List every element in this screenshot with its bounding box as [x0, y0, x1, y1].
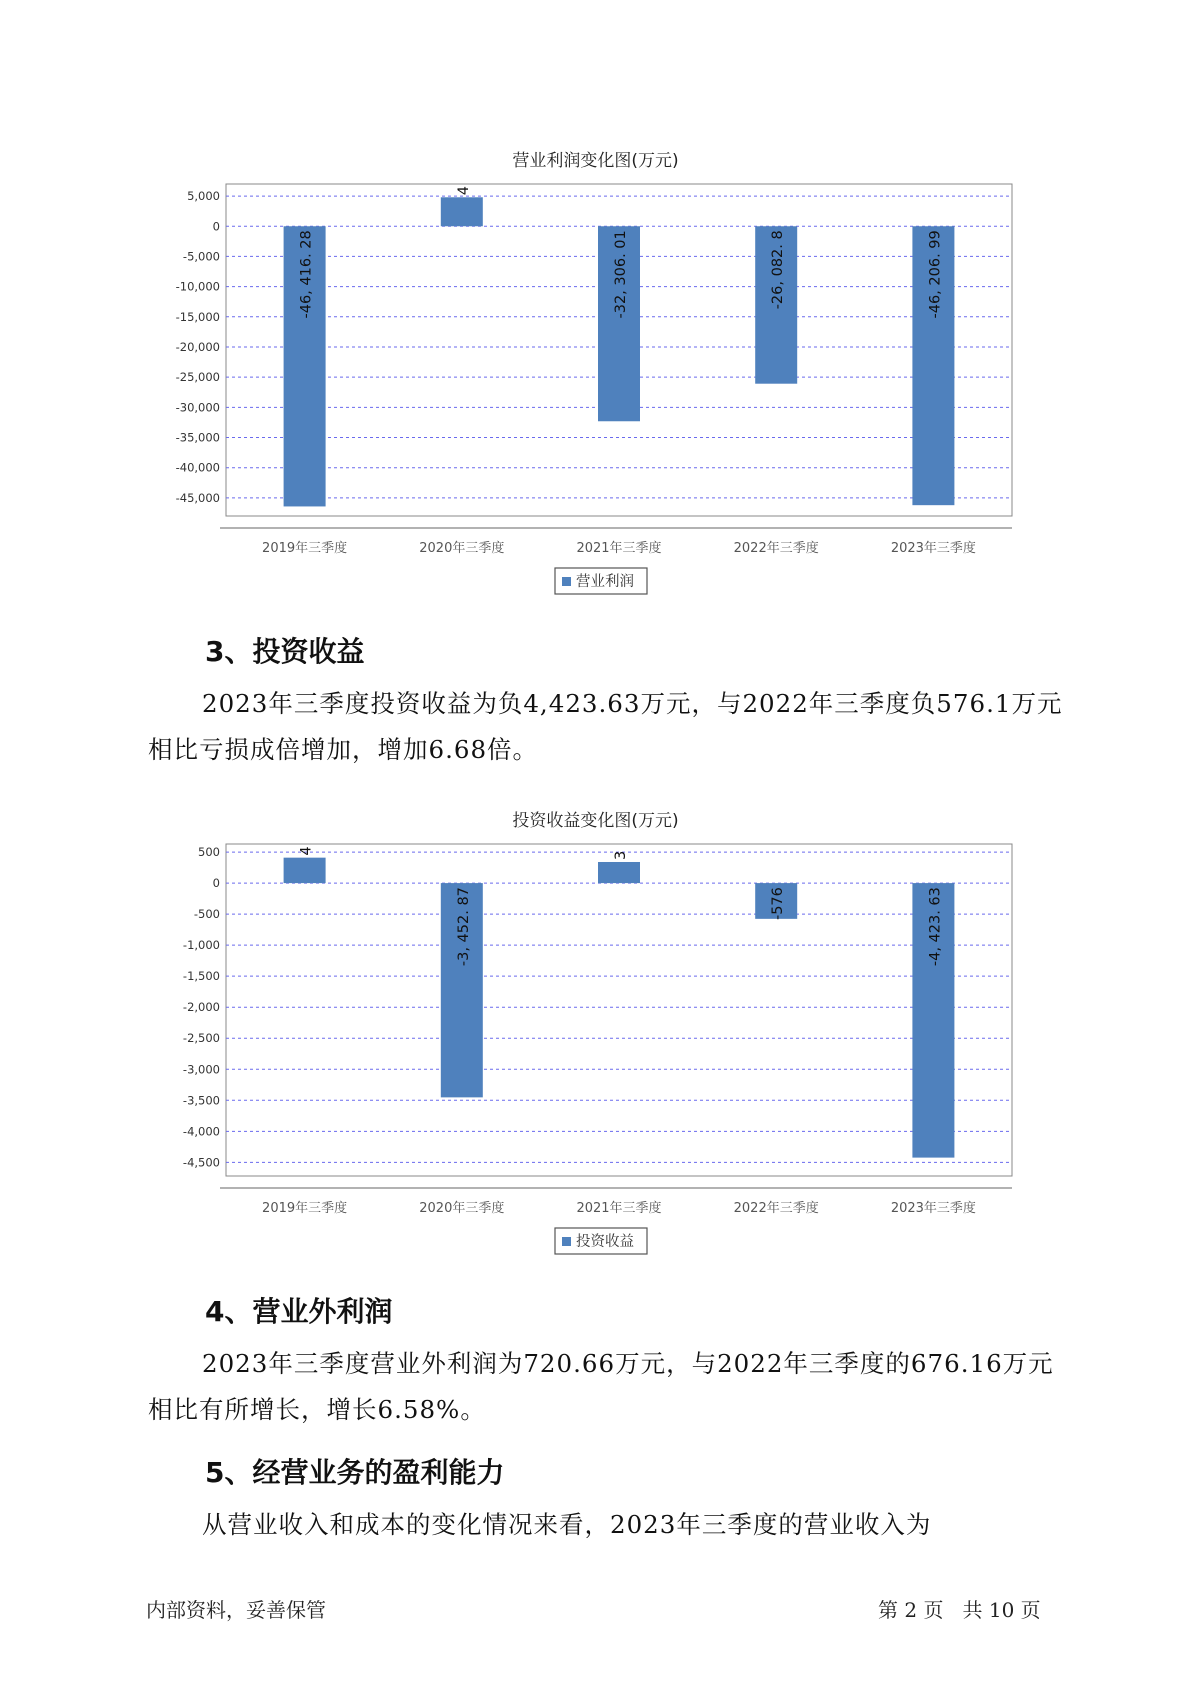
x-tick-label: 2022年三季度: [733, 1201, 819, 1216]
y-tick-label: -40,000: [175, 460, 220, 475]
section-4-heading: 4、营业外利润: [205, 1295, 393, 1328]
x-tick-label: 2021年三季度: [576, 1201, 662, 1216]
y-tick-label: -1,000: [182, 938, 220, 953]
investment-income-chart: [0, 820, 1191, 1260]
bar-value-label: -32, 306. 01: [613, 230, 629, 319]
legend-swatch: [562, 577, 571, 586]
y-tick-label: 0: [212, 219, 220, 234]
y-tick-label: -25,000: [175, 370, 220, 385]
section-3-heading: 3、投资收益: [205, 635, 365, 668]
legend-swatch: [562, 1237, 571, 1246]
y-tick-label: -4,000: [182, 1124, 220, 1139]
chart-2-title: 投资收益变化图(万元): [512, 811, 679, 831]
bar-value-label: 3: [613, 850, 629, 860]
chart-1-title: 营业利润变化图(万元): [512, 151, 679, 171]
bar-value-label: 4: [298, 846, 315, 856]
plot-area: [226, 844, 1012, 1176]
y-tick-label: -10,000: [175, 279, 220, 294]
bar-value-label: -3, 452. 87: [455, 887, 472, 967]
y-tick-label: -2,000: [182, 1000, 220, 1015]
bar-value-label: -576: [770, 887, 787, 921]
footer-page-number: 第 2 页 共 10 页: [878, 1598, 1041, 1622]
bar: [441, 197, 483, 226]
bar-value-label: -4, 423. 63: [927, 887, 944, 967]
bar: [598, 862, 640, 883]
x-tick-label: 2023年三季度: [890, 1201, 976, 1216]
y-tick-label: -1,500: [182, 969, 220, 984]
y-tick-label: -30,000: [175, 400, 220, 415]
section-3-paragraph: 2023年三季度投资收益为负4,423.63万元，与2022年三季度负576.1万元相比亏损成倍增加，增加6.68倍。: [148, 689, 1063, 764]
x-tick-label: 2023年三季度: [890, 541, 976, 556]
bar-value-label: 4: [455, 186, 472, 196]
y-tick-label: -4,500: [182, 1155, 220, 1170]
bar-value-label: -46, 416. 28: [298, 230, 315, 319]
section-5-paragraph: 从营业收入和成本的变化情况来看，2023年三季度的营业收入为: [202, 1510, 932, 1539]
operating-profit-chart: [0, 160, 1191, 600]
x-tick-label: 2020年三季度: [419, 1201, 505, 1216]
bar-value-label: -26, 082. 8: [770, 230, 787, 310]
y-tick-label: 500: [198, 845, 220, 860]
legend-label: 营业利润: [576, 574, 634, 590]
y-tick-label: -3,000: [182, 1062, 220, 1077]
x-tick-label: 2022年三季度: [733, 541, 819, 556]
y-tick-label: -20,000: [175, 339, 220, 354]
y-tick-label: -5,000: [182, 249, 220, 264]
x-tick-label: 2020年三季度: [419, 541, 505, 556]
bar-value-label: -46, 206. 99: [927, 230, 944, 319]
footer-confidential: 内部资料，妥善保管: [146, 1598, 326, 1622]
y-tick-label: 5,000: [187, 189, 220, 204]
x-tick-label: 2019年三季度: [262, 1201, 348, 1216]
y-tick-label: -2,500: [182, 1031, 220, 1046]
section-5-heading: 5、经营业务的盈利能力: [205, 1456, 505, 1489]
y-tick-label: -15,000: [175, 309, 220, 324]
y-tick-label: -35,000: [175, 430, 220, 445]
y-tick-label: -45,000: [175, 490, 220, 505]
x-tick-label: 2021年三季度: [576, 541, 662, 556]
y-tick-label: -3,500: [182, 1093, 220, 1108]
y-tick-label: -500: [193, 907, 220, 922]
legend-label: 投资收益: [576, 1234, 634, 1250]
y-tick-label: 0: [212, 876, 220, 891]
section-4-paragraph: 2023年三季度营业外利润为720.66万元，与2022年三季度的676.16万元相比有所增长，增长6.58%。: [148, 1349, 1054, 1424]
x-tick-label: 2019年三季度: [262, 541, 348, 556]
bar: [284, 858, 326, 883]
